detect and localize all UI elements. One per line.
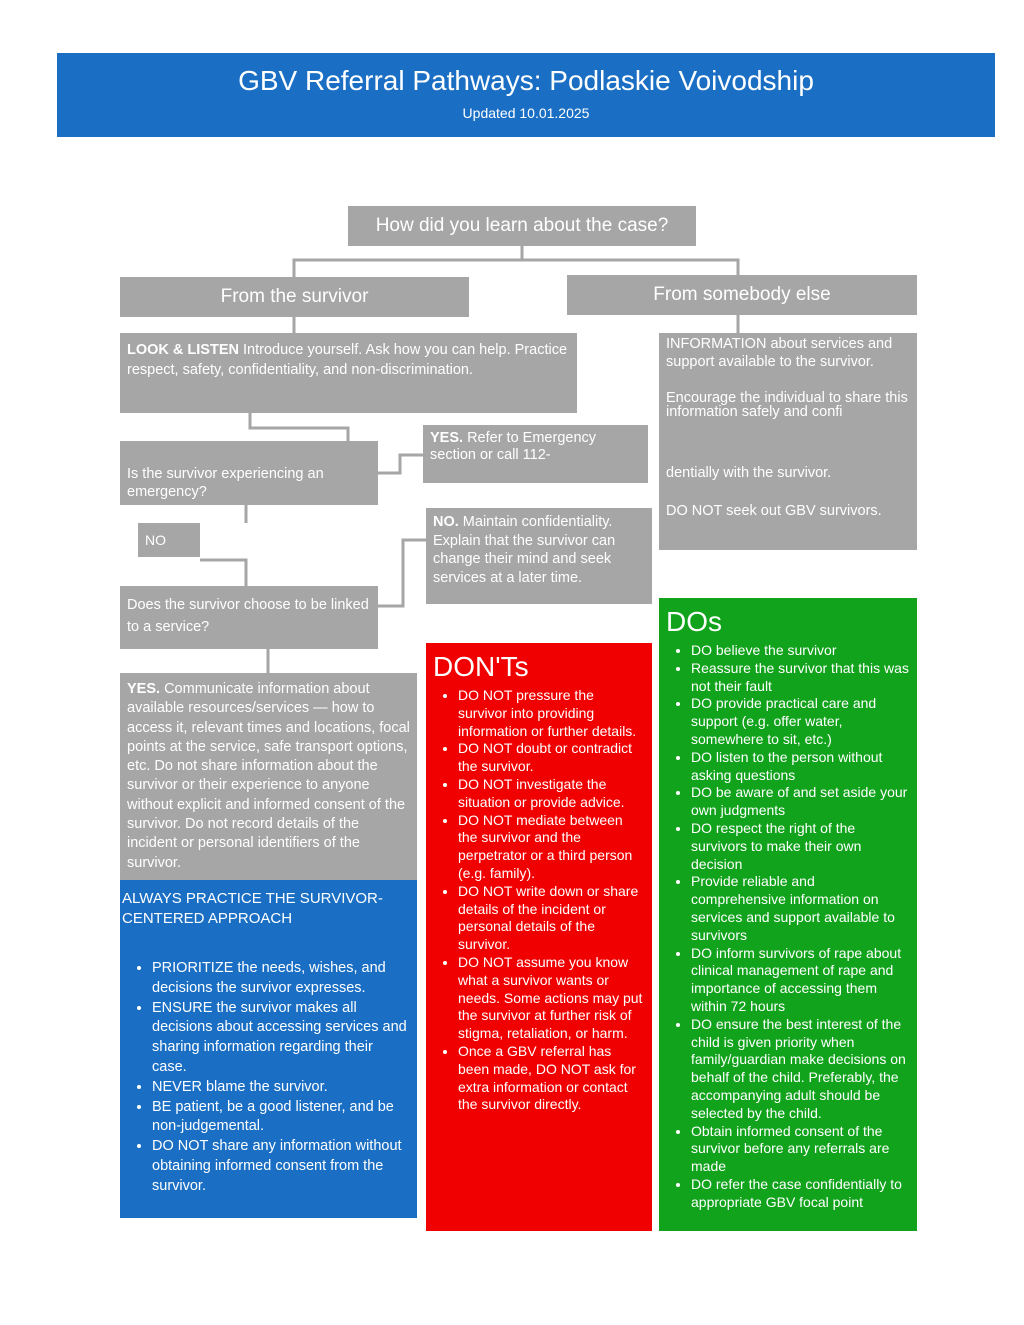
look-listen-heading: LOOK & LISTEN — [127, 342, 239, 358]
no-maintain-text: Maintain confidentiality. Explain that the survivor can change their mind and seek services at a later time. — [433, 514, 616, 586]
yes-communicate-heading: YES. — [127, 681, 161, 697]
emergency-question-box: Is the survivor experiencing an emergency? — [120, 441, 378, 505]
list-item: • DO provide practical care and support (e.g. offer water, somewhere to sit, etc.) — [691, 695, 909, 748]
yes-emergency-box — [423, 425, 648, 483]
other-donot-text: DO NOT seek out GBV survivors. — [666, 502, 882, 519]
look-listen-box — [120, 333, 577, 413]
list-item: • Reassure the survivor that this was not their fault — [691, 660, 909, 696]
yes-emergency-heading: YES. — [430, 430, 464, 446]
no-label-box: NO — [138, 523, 200, 557]
list-item: • DO NOT doubt or contradict the survivor. — [458, 740, 644, 776]
list-item: • Once a GBV referral has been made, DO NOT ask for extra information or contact the survivor directly. — [458, 1043, 644, 1114]
survivor-centered-title: ALWAYS PRACTICE THE SURVIVOR-CENTERED APPROACH — [122, 890, 383, 927]
page-title: GBV Referral Pathways: Podlaskie Voivodship — [238, 65, 814, 96]
from-other-box: From somebody else — [567, 275, 917, 315]
no-maintain-heading: NO. — [433, 514, 459, 530]
list-item: • DO NOT write down or share details of the incident or personal details of the survivor. — [458, 883, 644, 954]
list-item: • BE patient, be a good listener, and be non-judgemental. — [152, 1098, 409, 1138]
yes-emergency-text: Refer to Emergency section or call 112- — [430, 430, 597, 463]
dos-list — [659, 642, 917, 1212]
donts-title: DON'Ts — [433, 651, 529, 682]
list-item: • DO ensure the best interest of the child is given priority when family/guardian make decisions on behalf of the child. Preferably, the accompanying adult should be selected by the child. — [691, 1016, 909, 1123]
list-item: • Obtain informed consent of the survivor before any referrals are made — [691, 1123, 909, 1176]
list-item: • DO NOT investigate the situation or provide advice. — [458, 776, 644, 812]
other-encourage-text: Encourage the individual to share this information safely and confi — [666, 390, 908, 420]
list-item: • DO believe the survivor — [691, 642, 909, 660]
list-item: • DO respect the right of the survivors to make their own decision — [691, 820, 909, 873]
list-item: • NEVER blame the survivor. — [152, 1078, 409, 1098]
list-item: • Provide reliable and comprehensive information on services and support available to survivors — [691, 873, 909, 944]
list-item: • DO NOT mediate between the survivor and the perpetrator or a third person (e.g. family). — [458, 812, 644, 883]
list-item: • DO refer the case confidentially to appropriate GBV focal point — [691, 1176, 909, 1212]
list-item: • ENSURE the survivor makes all decisions about accessing services and sharing information regarding their case. — [152, 999, 409, 1078]
list-item: • PRIORITIZE the needs, wishes, and decisions the survivor expresses. — [152, 959, 409, 999]
question-box: How did you learn about the case? — [348, 206, 696, 246]
list-item: • DO listen to the person without asking questions — [691, 749, 909, 785]
dos-panel — [659, 598, 917, 1231]
survivor-centered-list — [120, 959, 417, 1197]
dos-title: DOs — [666, 606, 722, 637]
donts-list — [426, 687, 652, 1114]
survivor-centered-panel — [120, 880, 417, 1218]
other-dentially-text: dentially with the survivor. — [666, 465, 832, 481]
from-survivor-box: From the survivor — [120, 277, 469, 317]
no-maintain-box — [426, 508, 652, 604]
updated-date: Updated 10.01.2025 — [462, 105, 590, 121]
donts-panel — [426, 643, 652, 1231]
list-item: • DO NOT share any information without obtaining informed consent from the survivor. — [152, 1137, 409, 1196]
list-item: • DO NOT assume you know what a survivor wants or needs. Some actions may put the survivor at further risk of stigma, retaliation, or harm. — [458, 954, 644, 1043]
linked-question-box: Does the survivor choose to be linked to a service? — [120, 586, 378, 649]
list-item: • DO inform survivors of rape about clinical management of rape and importance of accessing them within 72 hours — [691, 945, 909, 1016]
somebody-else-info-box — [659, 333, 917, 550]
list-item: • DO be aware of and set aside your own judgments — [691, 784, 909, 820]
list-item: • DO NOT pressure the survivor into providing information or further details. — [458, 687, 644, 740]
other-info-text: INFORMATION about services and support available to the survivor. — [666, 336, 893, 370]
look-listen-text: Introduce yourself. Ask how you can help. Practice respect, safety, confidentiality, and non-discrimination. — [127, 342, 568, 378]
yes-communicate-text: Communicate information about available resources/services — how to access it, relevant times and locations, focal points at the service, safe transport options, etc. Do not share information about the survivor or their experience to anyone without explicit and informed consent of the survivor. Do not record details of the incident or personal identifiers of the survivor. — [127, 681, 410, 871]
yes-communicate-box — [120, 673, 417, 880]
